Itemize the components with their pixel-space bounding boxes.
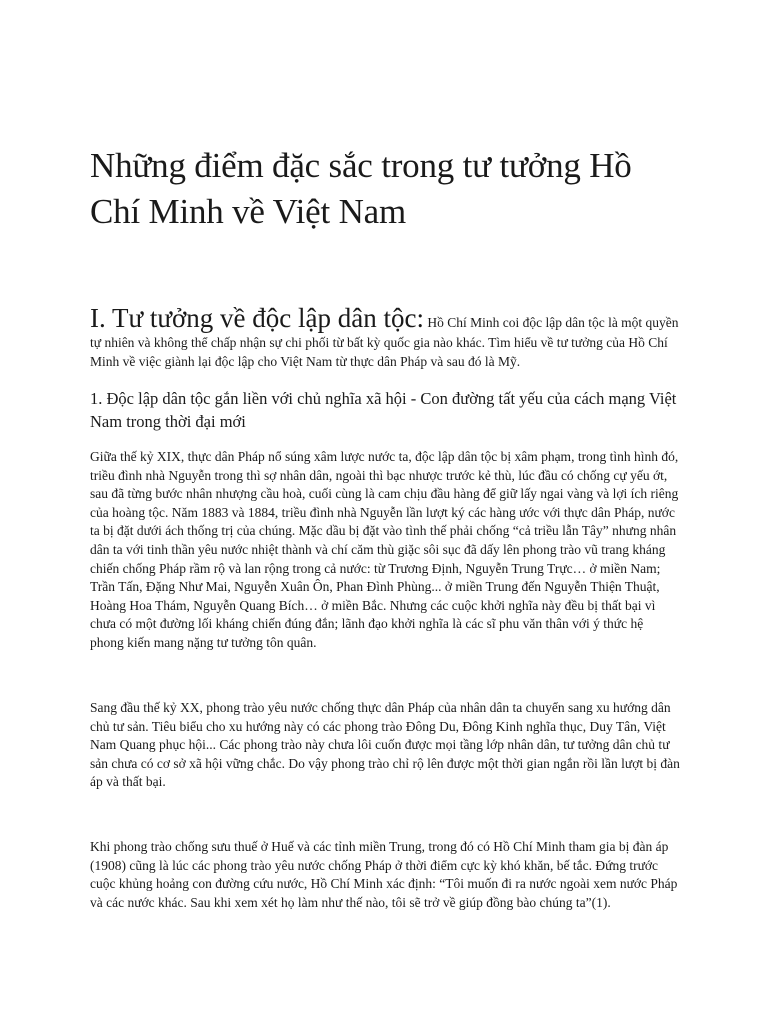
section-heading: I. Tư tưởng về độc lập dân tộc: bbox=[90, 303, 424, 333]
paragraph-2: Sang đầu thế kỷ XX, phong trào yêu nước chống thực dân Pháp của nhân dân ta chuyển sang xu hướng dân chủ tư sản. Tiêu biểu cho xu hướng này có các phong trào Đông Du, Đông Kinh nghĩa thục, Duy Tân, Việt Nam Quang phục hội... Các phong trào này chưa lôi cuốn được mọi tầng lớp nhân dân, tư tưởng dân chủ tư sản chưa có cơ sở xã hội vững chắc. Do vậy phong trào chỉ rộ lên được một thời gian ngắn rồi lần lượt bị đàn áp và thất bại. bbox=[90, 700, 680, 790]
paragraph-1: Giữa thế kỷ XIX, thực dân Pháp nổ súng xâm lược nước ta, độc lập dân tộc bị xâm phạm, trong tình hình đó, triều đình nhà Nguyễn trong thì sợ nhân dân, ngoài thì bạc nhược trước kẻ thù, lúc đầu có chống cự yếu ớt, sau đã từng bước nhân nhượng cầu hoà, cuối cùng là cam chịu đầu hàng để giữ lấy ngai vàng và lợi ích riêng của hoàng tộc. Năm 1883 và 1884, triều đình nhà Nguyễn lần lượt ký các hàng ước với thực dân Pháp, nước ta bị đặt dưới ách thống trị của chúng. Mặc dầu bị đặt vào tình thế phải chống “cả triều lẫn Tây” nhưng nhân dân ta với tinh thần yêu nước nhiệt thành và chí căm thù giặc sôi sục đã dấy lên phong trào vũ trang kháng chiến chống Pháp rầm rộ và lan rộng trong cả nước: từ Trương Định, Nguyễn Trung Trực… ở miền Nam; Trần Tấn, Đặng Như Mai, Nguyễn Xuân Ôn, Phan Đình Phùng... ở miền Trung đến Nguyễn Thiện Thuật, Hoàng Hoa Thám, Nguyễn Quang Bích… ở miền Bắc. Nhưng các cuộc khởi nghĩa này đều bị thất bại vì chưa có một đường lối kháng chiến đúng đắn; lãnh đạo khởi nghĩa là các sĩ phu văn thân với ý thức hệ phong kiến mang nặng tư tưởng tôn quân. bbox=[90, 449, 679, 650]
document-title: Những điểm đặc sắc trong tư tưởng Hồ Chí Minh về Việt Nam bbox=[90, 146, 632, 231]
paragraph-3: Khi phong trào chống sưu thuế ở Huế và các tỉnh miền Trung, trong đó có Hồ Chí Minh tham gia bị đàn áp (1908) cũng là lúc các phong trào yêu nước chống Pháp ở thời điểm cực kỳ khó khăn, bế tắc. Đứng trước cuộc khủng hoảng con đường cứu nước, Hồ Chí Minh xác định: “Tôi muốn đi ra nước ngoài xem nước Pháp và các nước khác. Sau khi xem xét họ làm như thế nào, tôi sẽ trở về giúp đồng bào chúng ta”(1). bbox=[90, 839, 678, 910]
section-intro: Hồ Chí Minh coi độc lập dân tộc là một quyền tự nhiên và không thể chấp nhận sự chi phối từ bất kỳ quốc gia nào khác. Tìm hiểu về tư tưởng của Hồ Chí Minh về việc giành lại độc lập cho Việt Nam từ thực dân Pháp và sau đó là Mỹ. bbox=[90, 315, 679, 369]
section-1 bbox=[90, 303, 680, 371]
subsection-heading: 1. Độc lập dân tộc gắn liền với chủ nghĩa xã hội - Con đường tất yếu của cách mạng Việt Nam trong thời đại mới bbox=[90, 389, 677, 431]
